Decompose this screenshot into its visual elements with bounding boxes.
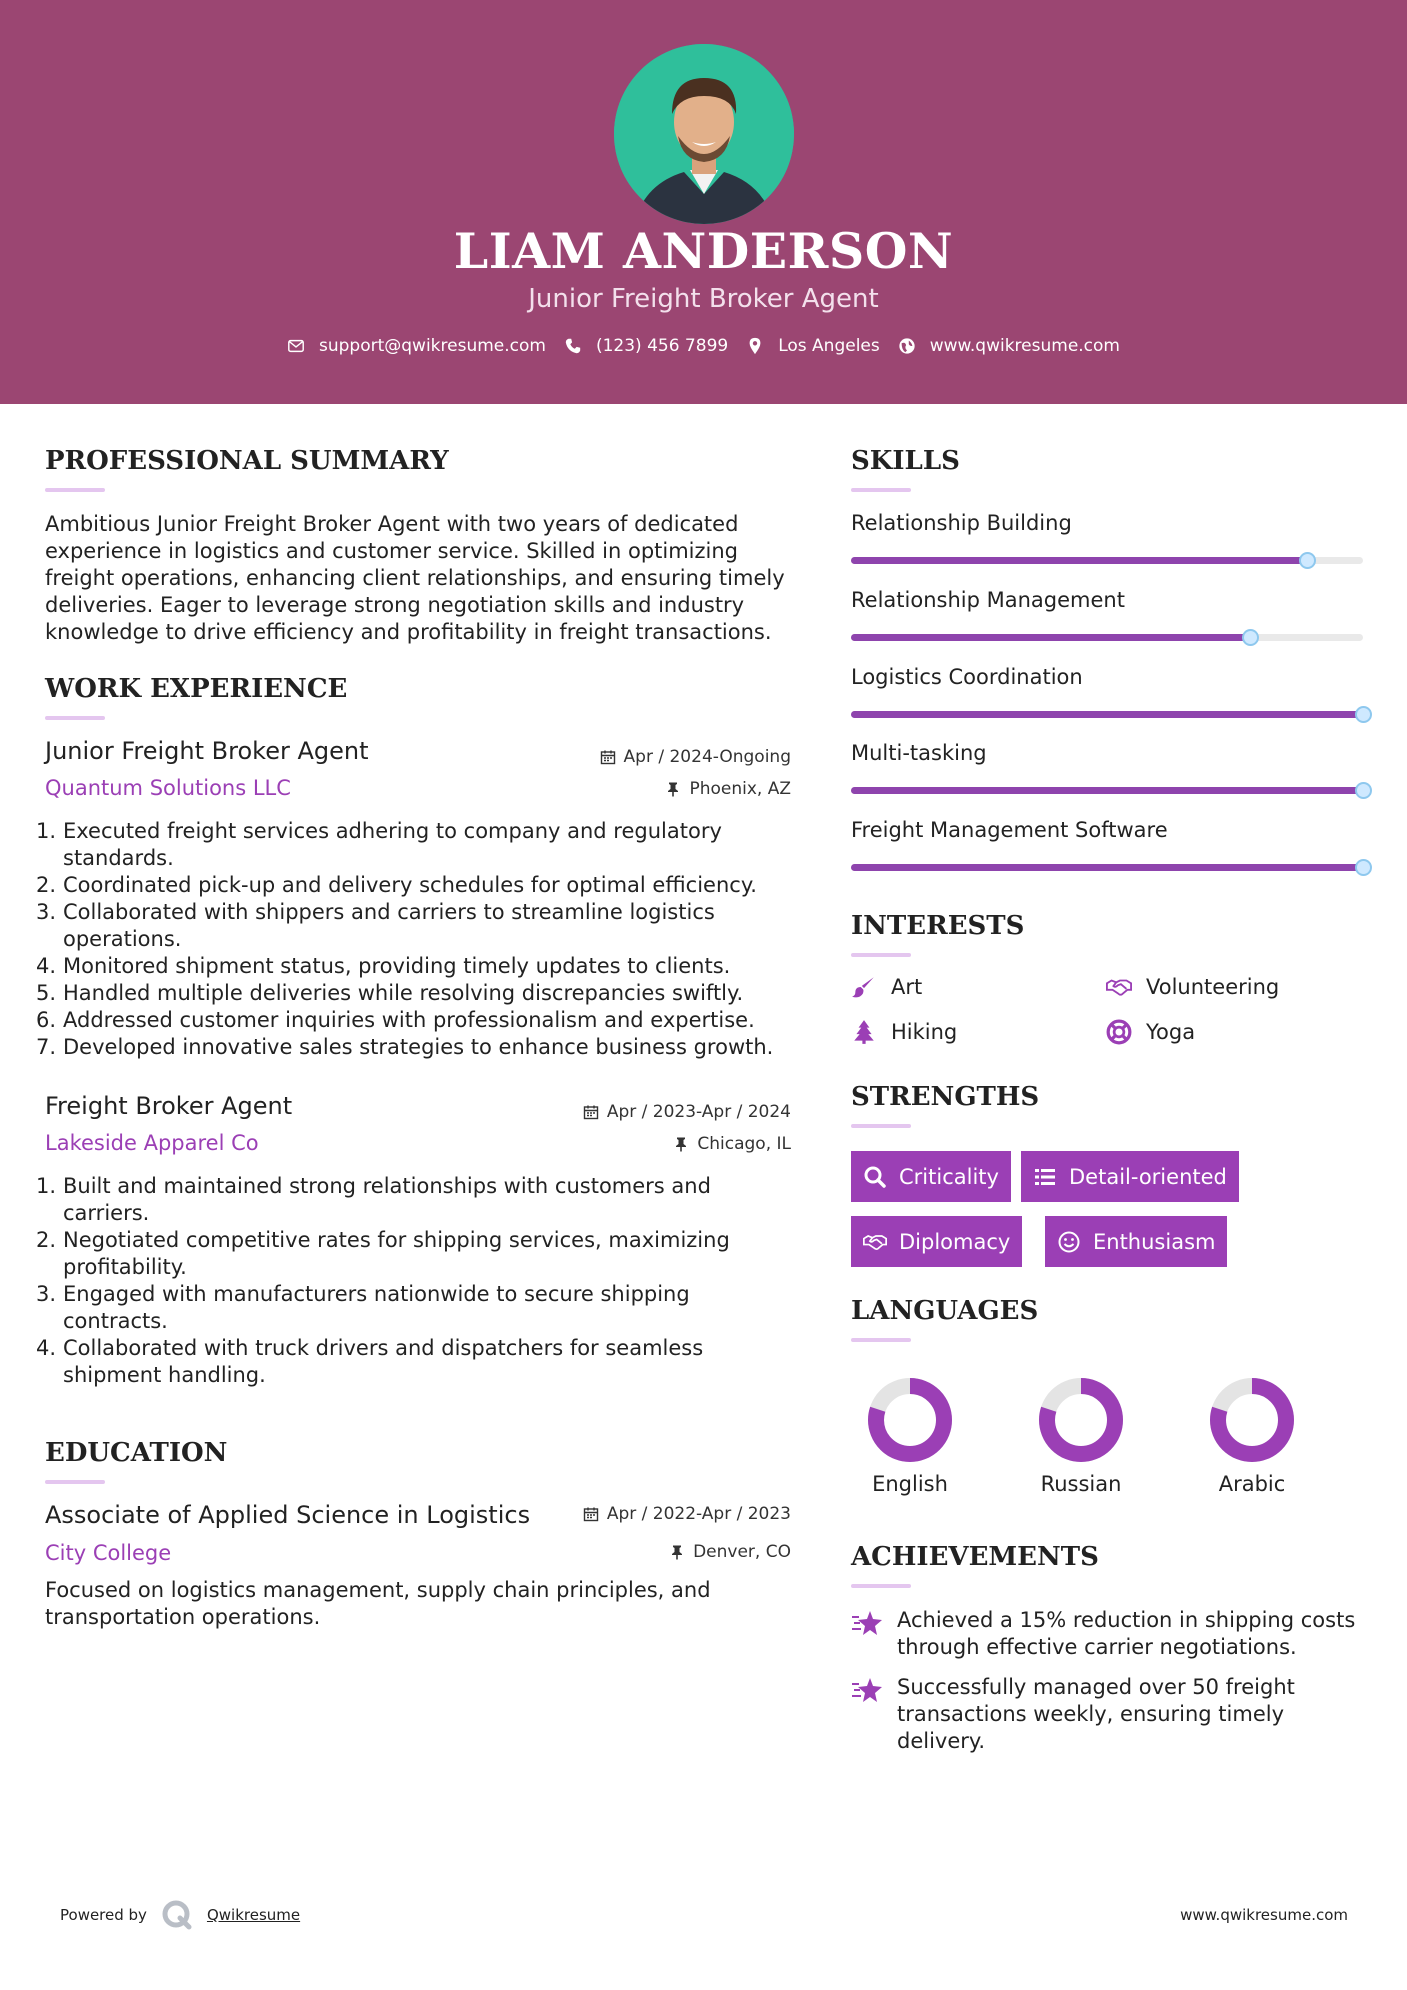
location-pin-icon xyxy=(746,337,764,355)
calendar-icon xyxy=(583,1104,599,1120)
language-name-russian: Russian xyxy=(1040,1472,1122,1496)
skills-heading-rule xyxy=(851,488,911,492)
list-item: 3. Collaborated with shippers and carriers to streamline logistics operations. xyxy=(36,900,715,951)
language-ring-english xyxy=(866,1376,954,1464)
skill-bar-4 xyxy=(851,787,1363,794)
skill-bar-5 xyxy=(851,864,1363,871)
footer-powered-by xyxy=(60,1899,300,1931)
candidate-name: LIAM ANDERSON xyxy=(453,222,954,280)
list-icon xyxy=(1033,1165,1057,1189)
achievement-item-2 xyxy=(851,1674,1371,1755)
contact-website[interactable] xyxy=(898,336,1120,356)
skill-name-3: Logistics Coordination xyxy=(851,665,1083,689)
skill-bar-3 xyxy=(851,711,1363,718)
strength-badge-diplomacy xyxy=(851,1216,1022,1267)
pushpin-icon xyxy=(673,1136,689,1152)
contact-phone[interactable] xyxy=(564,336,728,356)
shooting-star-icon xyxy=(851,1676,883,1704)
strength-label-diplomacy: Diplomacy xyxy=(899,1229,1011,1254)
education-location xyxy=(669,1542,791,1562)
job-dates-2 xyxy=(583,1102,791,1122)
strengths-heading-rule xyxy=(851,1124,911,1128)
tree-icon xyxy=(851,1019,877,1045)
education-school[interactable]: City College xyxy=(45,1541,172,1565)
job-title-2: Freight Broker Agent xyxy=(45,1092,293,1120)
interests-heading: INTERESTS xyxy=(851,911,1025,941)
calendar-icon xyxy=(600,749,616,765)
interest-art-label: Art xyxy=(891,975,923,999)
list-item: 3. Engaged with manufacturers nationwide to secure shipping contracts. xyxy=(36,1282,690,1333)
skill-fill-2 xyxy=(851,634,1250,641)
job-location-2 xyxy=(673,1134,791,1154)
job-dates-1-text: Apr / 2024-Ongoing xyxy=(623,747,791,767)
summary-text: Ambitious Junior Freight Broker Agent with two years of dedicated experience in logistics and customer service. Skilled in optimizing freight operations, enhancing client relationships, and ensuring timely deliveries. Eager to leverage strong negotiation skills and industry knowledge to drive efficiency and profitability in freight transactions. xyxy=(45,512,785,644)
paintbrush-icon xyxy=(851,974,877,1000)
interest-volunteering xyxy=(1106,974,1279,1000)
experience-heading-rule xyxy=(45,716,105,720)
interests-heading-rule xyxy=(851,953,911,957)
education-location-text: Denver, CO xyxy=(693,1542,791,1562)
contact-location-text: Los Angeles xyxy=(778,336,880,356)
education-text: Focused on logistics management, supply chain principles, and transportation operations. xyxy=(45,1578,711,1629)
education-dates-text: Apr / 2022-Apr / 2023 xyxy=(606,1504,791,1524)
skills-heading: SKILLS xyxy=(851,446,960,476)
globe-icon xyxy=(898,337,916,355)
strength-label-criticality: Criticality xyxy=(899,1164,999,1189)
education-heading-rule xyxy=(45,1480,105,1484)
contact-phone-text: (123) 456 7899 xyxy=(595,336,729,356)
envelope-icon xyxy=(287,337,305,355)
skill-bar-2 xyxy=(851,634,1363,641)
skill-knob-1[interactable] xyxy=(1299,552,1316,569)
skill-knob-3[interactable] xyxy=(1355,706,1372,723)
job-company-2[interactable]: Lakeside Apparel Co xyxy=(45,1131,259,1155)
languages-heading-rule xyxy=(851,1338,911,1342)
achievement-text-1: Achieved a 15% reduction in shipping costs through effective carrier negotiations. xyxy=(897,1608,1356,1659)
job-location-1-text: Phoenix, AZ xyxy=(689,779,791,799)
interest-art xyxy=(851,974,922,1000)
achievements-heading-rule xyxy=(851,1584,911,1588)
skill-name-1: Relationship Building xyxy=(851,511,1072,535)
strength-label-detail-oriented: Detail-oriented xyxy=(1069,1164,1227,1189)
skill-knob-2[interactable] xyxy=(1242,629,1259,646)
pushpin-icon xyxy=(665,781,681,797)
phone-icon xyxy=(564,337,582,355)
skill-fill-4 xyxy=(851,787,1363,794)
pushpin-icon xyxy=(669,1544,685,1560)
job-bullets-2 xyxy=(36,1173,796,1389)
handshake-icon xyxy=(1106,974,1132,1000)
interest-hiking xyxy=(851,1019,957,1045)
list-item: 5. Handled multiple deliveries while resolving discrepancies swiftly. xyxy=(36,981,744,1005)
education-degree: Associate of Applied Science in Logistics xyxy=(45,1501,531,1529)
job-title-1: Junior Freight Broker Agent xyxy=(45,737,369,765)
contact-website-text: www.qwikresume.com xyxy=(929,336,1120,356)
summary-heading: PROFESSIONAL SUMMARY xyxy=(45,446,449,476)
interest-hiking-label: Hiking xyxy=(891,1020,958,1044)
candidate-role: Junior Freight Broker Agent xyxy=(528,284,879,314)
list-item: 4. Monitored shipment status, providing timely updates to clients. xyxy=(36,954,731,978)
achievement-item-1 xyxy=(851,1607,1371,1661)
footer-site-link[interactable]: www.qwikresume.com xyxy=(1180,1906,1348,1924)
qwikresume-logo-icon xyxy=(161,1899,193,1931)
lifebuoy-icon xyxy=(1106,1019,1132,1045)
languages-heading: LANGUAGES xyxy=(851,1296,1039,1326)
skill-bar-1 xyxy=(851,557,1363,564)
job-dates-2-text: Apr / 2023-Apr / 2024 xyxy=(606,1102,791,1122)
language-english xyxy=(850,1376,970,1496)
skill-name-4: Multi-tasking xyxy=(851,741,987,765)
strength-badge-detail-oriented xyxy=(1021,1151,1239,1202)
language-name-arabic: Arabic xyxy=(1218,1472,1286,1496)
qwikresume-link[interactable]: Qwikresume xyxy=(206,1906,301,1924)
avatar xyxy=(614,44,794,224)
list-item: 1. Built and maintained strong relationships with customers and carriers. xyxy=(36,1174,711,1225)
job-location-1 xyxy=(665,779,791,799)
interest-yoga xyxy=(1106,1019,1195,1045)
interest-yoga-label: Yoga xyxy=(1146,1020,1196,1044)
contact-bar xyxy=(0,336,1407,356)
achievement-text-2: Successfully managed over 50 freight transactions weekly, ensuring timely delivery. xyxy=(897,1675,1295,1753)
resume-header xyxy=(0,0,1407,404)
job-company-1[interactable]: Quantum Solutions LLC xyxy=(45,776,291,800)
skill-fill-3 xyxy=(851,711,1363,718)
contact-location xyxy=(746,336,880,356)
skill-knob-4[interactable] xyxy=(1355,782,1372,799)
job-location-2-text: Chicago, IL xyxy=(697,1134,791,1154)
language-russian xyxy=(1021,1376,1141,1496)
strengths-heading: STRENGTHS xyxy=(851,1082,1040,1112)
education-dates xyxy=(583,1504,791,1524)
language-ring-russian xyxy=(1037,1376,1125,1464)
search-icon xyxy=(863,1165,887,1189)
experience-heading: WORK EXPERIENCE xyxy=(45,674,348,704)
interest-volunteering-label: Volunteering xyxy=(1146,975,1280,999)
summary-heading-rule xyxy=(45,488,105,492)
list-item: 1. Executed freight services adhering to company and regulatory standards. xyxy=(36,819,722,870)
list-item: 7. Developed innovative sales strategies to enhance business growth. xyxy=(36,1035,774,1059)
smiley-icon xyxy=(1057,1230,1081,1254)
skill-fill-5 xyxy=(851,864,1363,871)
job-bullets-1 xyxy=(36,818,796,1061)
language-arabic xyxy=(1192,1376,1312,1496)
strength-label-enthusiasm: Enthusiasm xyxy=(1093,1229,1216,1254)
list-item: 6. Addressed customer inquiries with professionalism and expertise. xyxy=(36,1008,755,1032)
job-dates-1 xyxy=(600,747,791,767)
shooting-star-icon xyxy=(851,1609,883,1637)
contact-email-text: support@qwikresume.com xyxy=(319,336,546,356)
calendar-icon xyxy=(583,1506,599,1522)
skill-knob-5[interactable] xyxy=(1355,859,1372,876)
contact-email[interactable] xyxy=(287,336,546,356)
strength-badge-enthusiasm xyxy=(1045,1216,1227,1267)
list-item: 2. Coordinated pick-up and delivery schedules for optimal efficiency. xyxy=(36,873,757,897)
powered-by-text: Powered by xyxy=(60,1906,147,1924)
strength-badge-criticality xyxy=(851,1151,1011,1202)
education-heading: EDUCATION xyxy=(45,1438,228,1468)
achievements-heading: ACHIEVEMENTS xyxy=(851,1542,1099,1572)
profile-photo xyxy=(614,44,794,224)
language-ring-arabic xyxy=(1208,1376,1296,1464)
skill-name-5: Freight Management Software xyxy=(851,818,1168,842)
list-item: 2. Negotiated competitive rates for shipping services, maximizing profitability. xyxy=(36,1228,730,1279)
language-name-english: English xyxy=(872,1472,948,1496)
skill-fill-1 xyxy=(851,557,1307,564)
skill-name-2: Relationship Management xyxy=(851,588,1125,612)
list-item: 4. Collaborated with truck drivers and dispatchers for seamless shipment handling. xyxy=(36,1336,704,1387)
handshake-icon xyxy=(863,1230,887,1254)
